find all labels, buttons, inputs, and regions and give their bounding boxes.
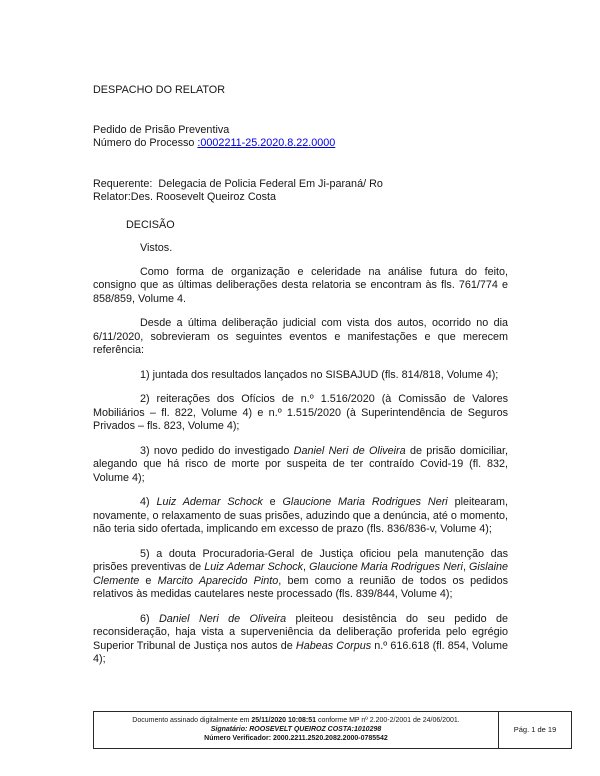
relator-line: Relator:Des. Roosevelt Queiroz Costa [93,191,277,203]
process-number-link[interactable]: :0002211-25.2020.8.22.0000 [197,137,336,149]
process-number-line [93,137,508,151]
list-item-3: 3) novo pedido do investigado Daniel Neri de Oliveira de prisão domiciliar, alegando que há risco de morte por suspeita de ter contraído Covid-19 (fl. 832, Volume 4); [93,444,508,484]
paragraph-intro: Como forma de organização e celeridade na análise futura do feito, consigno que as últimas deliberações desta relatoria se encontram às fls. 761/774 e 858/859, Volume 4. [93,265,508,305]
signatory-line: Signatário: ROOSEVELT QUEIROZ COSTA:1010298 [210,726,382,733]
signature-line: Documento assinado digitalmente em 25/11/2020 10:08:51 conforme MP nº 2.200-2/2001 de 24/06/2001. [132,717,460,724]
list-item-4: 4) Luiz Ademar Schock e Glaucione Maria Rodrigues Neri pleitearam, novamente, o relaxamento de suas prisões, aduzindo que a denúncia, até o momento, não teria sido ofertada, implicando em excesso de prazo (fls. 836/836-v, Volume 4); [93,496,508,535]
process-label: Número do Processo [93,137,198,149]
signature-info-cell [94,712,499,748]
verifier-line: Número Verificador: 2000.2211.2520.2082.2000-0785542 [204,735,388,742]
list-item-1: 1) juntada dos resultados lançados no SISBAJUD (fls. 814/818, Volume 4); [140,368,499,381]
list-item-5: 5) a douta Procuradoria-Geral de Justiça oficiou pela manutenção das prisões preventivas de Luiz Ademar Schock, Glaucione Maria Rodrigues Neri, Gislaine Clemente e Marcito Aparecido Pinto, bem como a reunião de todos os pedidos relativos às medidas cautelares neste processado (fls. 839/844, Volume 4); [93,547,509,600]
list-item-2: 2) reiterações dos Ofícios de n.º 1.516/2020 (à Comissão de Valores Mobiliários – fl. 822, Volume 4) e n.º 1.515/2020 (à Superintendência de Seguros Privados – fls. 823, Volume 4); [93,393,508,432]
signature-footer [93,711,572,749]
list-item-6: 6) Daniel Neri de Oliveira pleiteou desistência do seu pedido de reconsideração, haja vista a superveniência da deliberação proferida pelo egrégio Superior Tribunal de Justiça nos autos de Habeas Corpus n.º 616.618 (fl. 854, Volume 4); [93,612,508,665]
document-body [93,84,508,678]
decision-heading: DECISÃO [126,218,175,231]
requerente-line: Requerente: Delegacia de Policia Federal Em Ji-paraná/ Ro [93,177,383,190]
document-title: DESPACHO DO RELATOR [93,84,225,96]
page-indicator: Pág. 1 de 19 [513,725,557,735]
paragraph-events-intro: Desde a última deliberação judicial com vista dos autos, ocorrido no dia 6/11/2020, sobrevieram os seguintes eventos e manifestações e que merecem referência: [93,317,508,356]
vistos-line: Vistos. [140,242,173,254]
case-type-line: Pedido de Prisão Preventiva [93,123,230,136]
